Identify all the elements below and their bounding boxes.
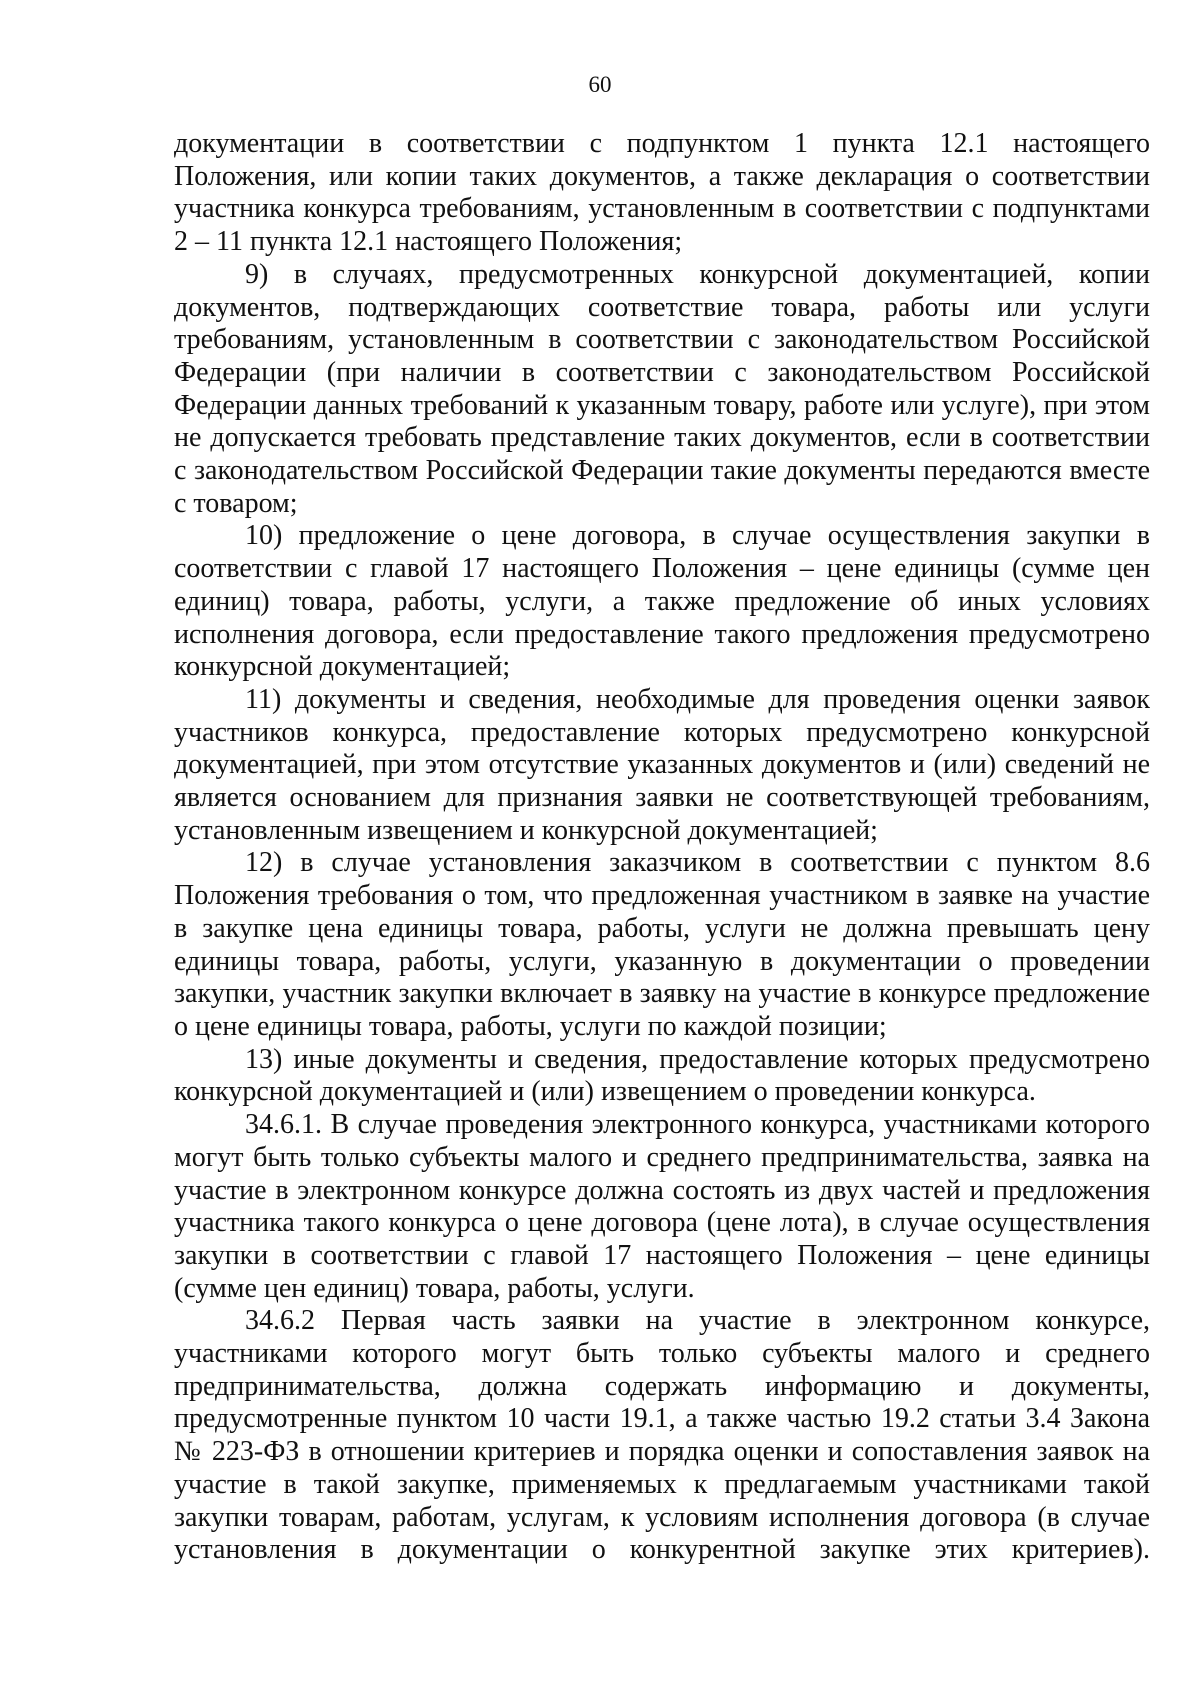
page-number: 60 xyxy=(588,72,612,97)
paragraph-item-9: 9) в случаях, предусмотренных конкурсной документацией, копии документов, подтверждающих соответствие товара, работы или услуги требованиям, установленным в соответствии с законодательством Российской Федерации (при наличии в соответствии с законодательством Российской Федерации данных требований к указанным товару, работе или услуге), при этом не допускается требовать представление таких документов, если в соответствии с законодательством Российской Федерации такие документы передаются вместе с товаром; xyxy=(174,258,1150,519)
document-body xyxy=(174,128,1150,1567)
paragraph-34-6-1: 34.6.1. В случае проведения электронного конкурса, участниками которого могут быть только субъекты малого и среднего предпринимательства, заявка на участие в электронном конкурсе должна состоять из двух частей и предложения участника такого конкурса о цене договора (цене лота), в случае осуществления закупки в соответствии с главой 17 настоящего Положения – цене единицы (сумме цен единиц) товара, работы, услуги. xyxy=(174,1109,1150,1304)
paragraph-34-6-2: 34.6.2 Первая часть заявки на участие в электронном конкурсе, участниками которого могут быть только субъекты малого и среднего предпринимательства, должна содержать информацию и документы, предусмотренные пунктом 10 части 19.1, а также частью 19.2 статьи 3.4 Закона № 223-ФЗ в отношении критериев и порядка оценки и сопоставления заявок на участие в такой закупке, применяемых к предлагаемым участниками такой закупки товарам, работам, услугам, к условиям исполнения договора (в случае установления в документации о конкурентной закупке этих критериев). xyxy=(174,1305,1150,1566)
paragraph-item-10: 10) предложение о цене договора, в случае осуществления закупки в соответствии с главой 17 настоящего Положения – цене единицы (сумме цен единиц) товара, работы, услуги, а также предложение об иных условиях исполнения договора, если предоставление такого предложения предусмотрено конкурсной документацией; xyxy=(174,520,1150,683)
paragraph-item-13: 13) иные документы и сведения, предоставление которых предусмотрено конкурсной документацией и (или) извещением о проведении конкурса. xyxy=(174,1043,1150,1108)
paragraph-item-11: 11) документы и сведения, необходимые для проведения оценки заявок участников конкурса, предоставление которых предусмотрено конкурсной документацией, при этом отсутствие указанных документов и (или) сведений не является основанием для признания заявки не соответствующей требованиям, установленным извещением и конкурсной документацией; xyxy=(174,683,1150,846)
paragraph-continuation: документации в соответствии с подпунктом 1 пункта 12.1 настоящего Положения, или копии таких документов, а также декларация о соответствии участника конкурса требованиям, установленным в соответствии с подпунктами 2 – 11 пункта 12.1 настоящего Положения; xyxy=(174,128,1150,258)
paragraph-item-12: 12) в случае установления заказчиком в соответствии с пунктом 8.6 Положения требования о том, что предложенная участником в заявке на участие в закупке цена единицы товара, работы, услуги не должна превышать цену единицы товара, работы, услуги, указанную в документации о проведении закупки, участник закупки включает в заявку на участие в конкурсе предложение о цене единицы товара, работы, услуги по каждой позиции; xyxy=(174,847,1150,1042)
